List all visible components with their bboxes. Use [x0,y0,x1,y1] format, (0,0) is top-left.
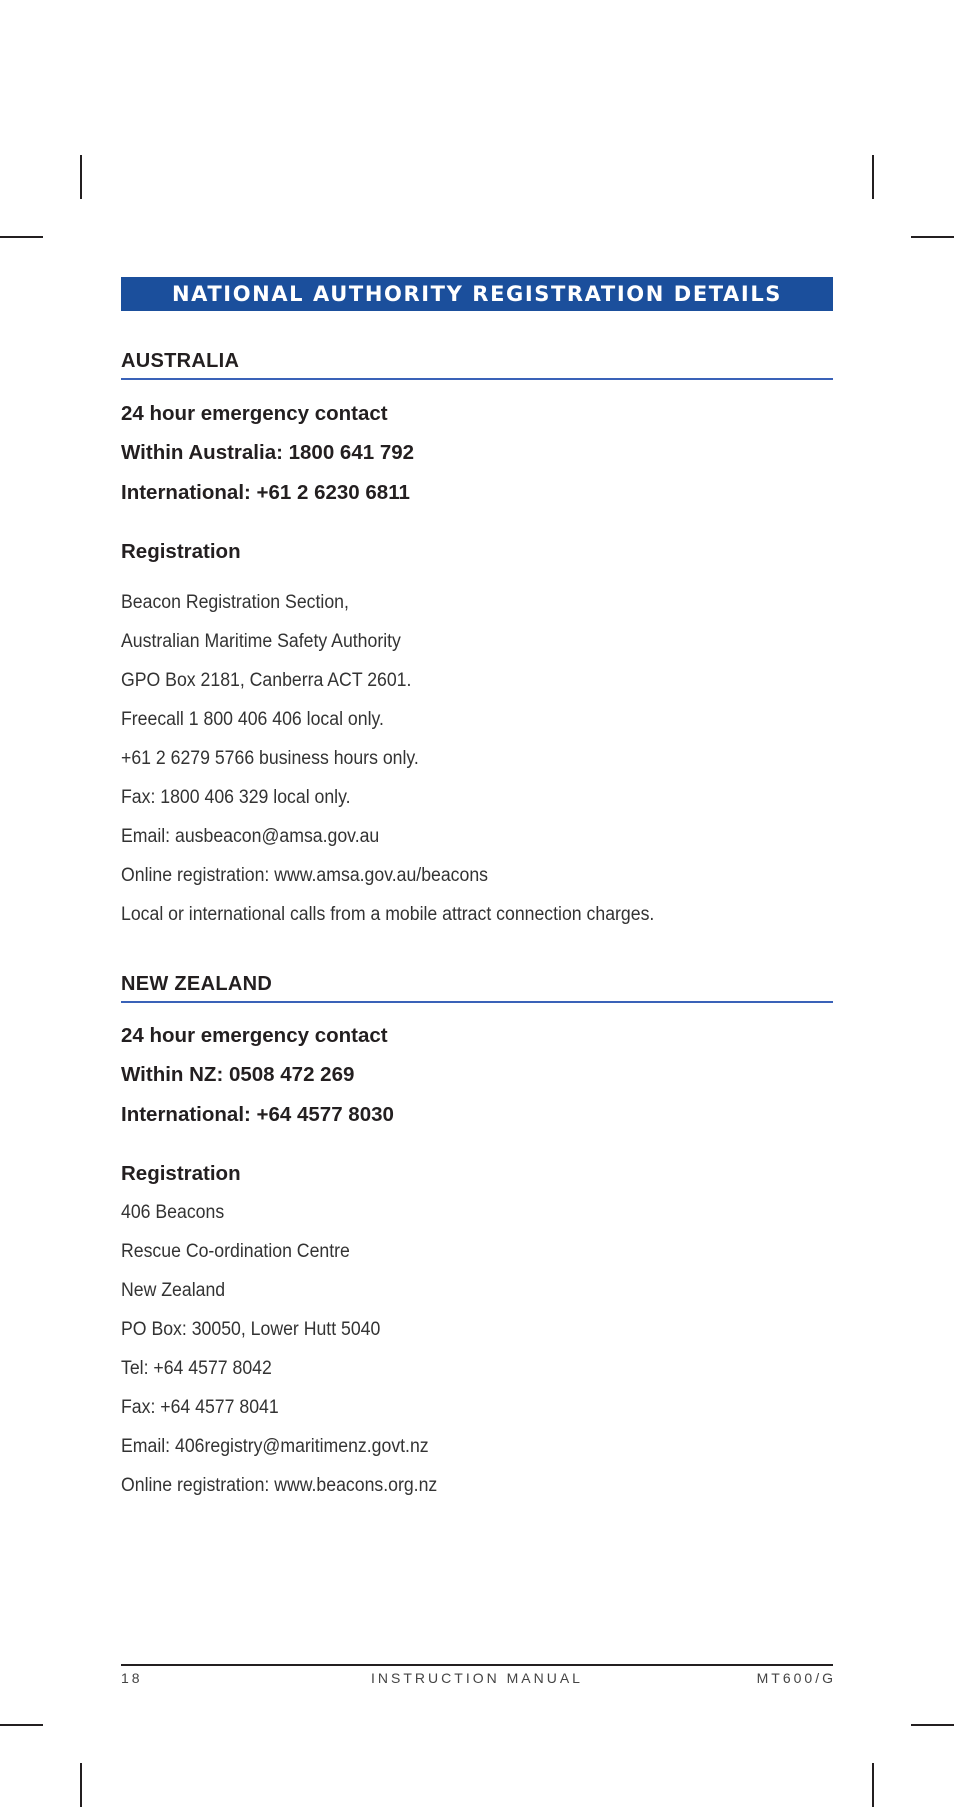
crop-mark [80,1763,82,1807]
nz-registration-line: Tel: +64 4577 8042 [121,1358,272,1379]
australia-emergency-title: 24 hour emergency contact [121,402,388,425]
nz-emergency-domestic: Within NZ: 0508 472 269 [121,1063,355,1086]
australia-registration-line: Beacon Registration Section, [121,592,349,613]
nz-emergency-international: International: +64 4577 8030 [121,1103,394,1126]
australia-registration-line: +61 2 6279 5766 business hours only. [121,748,419,769]
crop-mark [80,155,82,199]
nz-emergency-title: 24 hour emergency contact [121,1024,388,1047]
australia-registration-line: Local or international calls from a mobile attract connection charges. [121,904,655,925]
australia-registration-line: GPO Box 2181, Canberra ACT 2601. [121,670,412,691]
crop-mark [911,236,954,238]
australia-heading: AUSTRALIA [121,350,240,372]
australia-emergency-domestic: Within Australia: 1800 641 792 [121,441,415,464]
heading-rule [121,378,833,380]
nz-registration-line: Rescue Co-ordination Centre [121,1241,350,1262]
nz-online-registration: Online registration: www.beacons.org.nz [121,1475,438,1496]
nz-registration-line: PO Box: 30050, Lower Hutt 5040 [121,1319,381,1340]
new-zealand-heading: NEW ZEALAND [121,973,273,995]
section-banner: NATIONAL AUTHORITY REGISTRATION DETAILS [121,277,833,311]
australia-emergency-international: International: +61 2 6230 6811 [121,481,410,504]
footer-rule [121,1664,833,1666]
australia-registration-line: Australian Maritime Safety Authority [121,631,401,652]
crop-mark [0,1724,43,1726]
australia-registration-heading: Registration [121,540,241,563]
australia-online-registration: Online registration: www.amsa.gov.au/beacons [121,865,489,886]
nz-registration-line: 406 Beacons [121,1202,225,1223]
nz-registration-line: New Zealand [121,1280,226,1301]
heading-rule [121,1001,833,1003]
page-number: 18 [121,1670,143,1686]
nz-registration-line: Fax: +64 4577 8041 [121,1397,279,1418]
crop-mark [872,1763,874,1807]
crop-mark [0,236,43,238]
australia-email: Email: ausbeacon@amsa.gov.au [121,826,380,847]
nz-registration-heading: Registration [121,1162,241,1185]
nz-email: Email: 406registry@maritimenz.govt.nz [121,1436,429,1457]
crop-mark [911,1724,954,1726]
footer-model: MT600/G [756,1670,836,1686]
australia-registration-line: Freecall 1 800 406 406 local only. [121,709,384,730]
crop-mark [872,155,874,199]
australia-registration-line: Fax: 1800 406 329 local only. [121,787,351,808]
footer-manual-title: INSTRUCTION MANUAL [371,1670,583,1686]
